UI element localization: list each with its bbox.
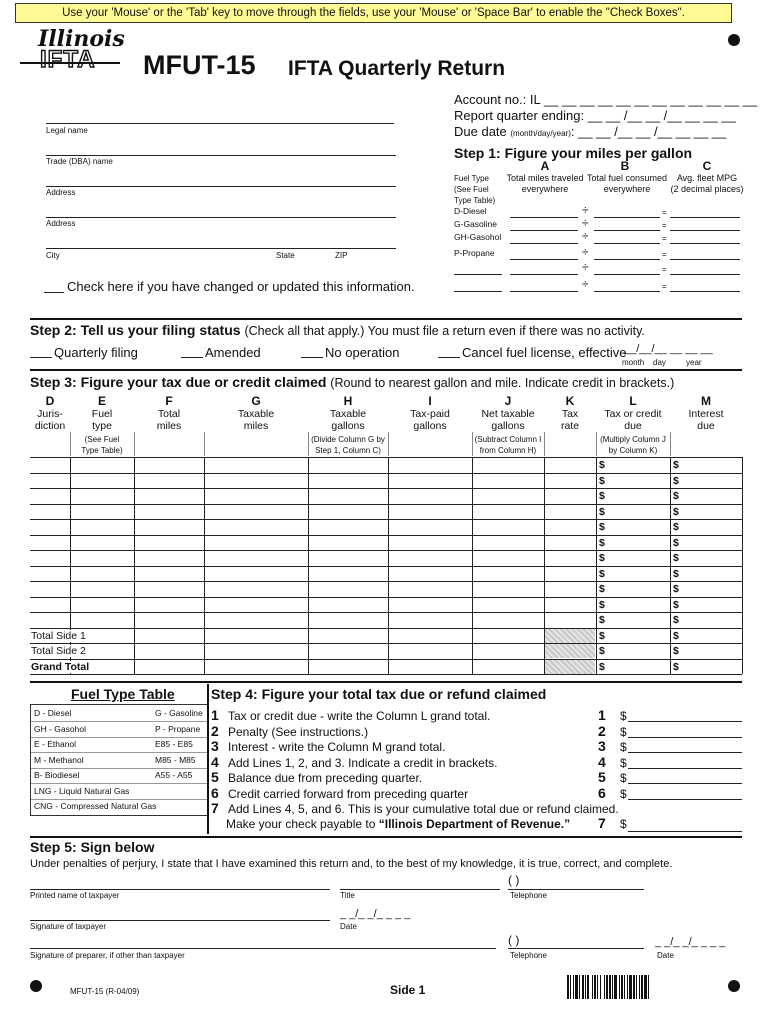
step1-col-b: B bbox=[620, 159, 630, 173]
title-label: Title bbox=[340, 891, 355, 900]
tax-due-dollar: $ bbox=[599, 614, 605, 626]
barcode-bar bbox=[639, 975, 640, 999]
divide-sign: ÷ bbox=[582, 216, 589, 230]
cancel-license-checkbox[interactable] bbox=[438, 357, 460, 358]
title-field[interactable] bbox=[340, 889, 500, 890]
legal-name-field[interactable] bbox=[46, 123, 394, 124]
interest-dollar: $ bbox=[673, 630, 679, 642]
tax-due-dollar: $ bbox=[599, 521, 605, 533]
trade-name-field[interactable] bbox=[46, 155, 396, 156]
barcode bbox=[567, 975, 695, 999]
fuel-type-code: M - Methanol bbox=[34, 754, 84, 765]
interest-dollar: $ bbox=[673, 506, 679, 518]
step1-fuel-label: D-Diesel bbox=[454, 206, 487, 216]
tax-due-dollar: $ bbox=[599, 552, 605, 564]
footer-form-code: MFUT-15 (R-04/09) bbox=[70, 987, 140, 996]
column-j-subhead: (Subtract Column I from Column H) bbox=[474, 435, 542, 455]
printed-name-label: Printed name of taxpayer bbox=[30, 891, 120, 900]
total-row-label: Total Side 1 bbox=[31, 630, 86, 642]
due-date-label: Due date (month/day/year): __ __ /__ __ /__ __ __ __ bbox=[454, 124, 727, 139]
table-row[interactable] bbox=[30, 473, 596, 488]
column-k-letter: K bbox=[565, 394, 575, 408]
fuel-type-code: G - Gasoline bbox=[155, 708, 203, 718]
fuel-type-code: GH - Gasohol bbox=[34, 723, 86, 734]
equals-sign: = bbox=[662, 265, 667, 274]
line-6-dollar: $ bbox=[620, 786, 627, 801]
step1-miles-field[interactable] bbox=[510, 217, 578, 218]
line-5-text: Balance due from preceding quarter. bbox=[228, 771, 423, 785]
barcode-bar bbox=[573, 975, 574, 999]
column-i-head: Tax-paid gallons bbox=[410, 408, 450, 432]
divider bbox=[30, 369, 742, 371]
line-4-ref: 4 bbox=[598, 753, 606, 770]
line-7-ref: 7 bbox=[598, 815, 606, 831]
barcode-bar bbox=[604, 975, 605, 999]
step1-title: Step 1: Figure your miles per gallon bbox=[454, 145, 693, 161]
total-row-label: Total Side 2 bbox=[31, 645, 86, 657]
step3-heading: Step 3: Figure your tax due or credit claimed (Round to nearest gallon and mile. Indicate credit in brackets.) bbox=[30, 374, 675, 390]
fuel-type-code: A55 - A55 bbox=[155, 770, 193, 780]
cancel-date-field[interactable]: __/__/__ __ __ __ bbox=[624, 343, 713, 355]
table-row[interactable] bbox=[30, 612, 596, 627]
line-1-dollar: $ bbox=[620, 709, 627, 723]
legal-name-label: Legal name bbox=[46, 126, 88, 135]
column-j-letter: J bbox=[504, 394, 512, 408]
account-number-field[interactable]: __ __ __ __ __ __ __ __ __ __ __ __ bbox=[543, 92, 758, 107]
step1-miles-field[interactable] bbox=[510, 230, 578, 231]
state-label: State bbox=[276, 251, 295, 260]
tax-due-dollar: $ bbox=[599, 645, 605, 657]
equals-sign: = bbox=[662, 250, 667, 259]
step1-miles-field[interactable] bbox=[510, 291, 578, 292]
interest-dollar: $ bbox=[673, 537, 679, 549]
amended-label: Amended bbox=[205, 345, 261, 360]
step1-mpg-field[interactable] bbox=[670, 217, 740, 218]
divider bbox=[30, 836, 742, 838]
line-6-ref: 6 bbox=[598, 784, 606, 801]
cancel-license-label: Cancel fuel license, effective bbox=[462, 345, 627, 360]
barcode-bar bbox=[606, 975, 608, 999]
step1-mpg-field[interactable] bbox=[670, 259, 740, 260]
registration-dot bbox=[728, 34, 740, 46]
table-row[interactable] bbox=[30, 457, 596, 472]
line-7-number: 7 bbox=[211, 800, 219, 816]
barcode-bar bbox=[592, 975, 593, 999]
preparer-label: Signature of preparer, if other than taxpayer bbox=[30, 951, 185, 960]
line-5-number: 5 bbox=[211, 769, 219, 785]
fuel-type-code: P - Propane bbox=[155, 723, 201, 734]
divide-sign: ÷ bbox=[582, 260, 589, 274]
table-row[interactable] bbox=[30, 581, 596, 596]
equals-sign: = bbox=[662, 282, 667, 291]
step1-col-a-head: Total miles traveled everywhere bbox=[506, 173, 584, 194]
barcode-bar bbox=[575, 975, 578, 999]
tax-due-dollar: $ bbox=[599, 537, 605, 549]
barcode-bar bbox=[597, 975, 598, 999]
step1-fuel-consumed-field[interactable] bbox=[594, 274, 660, 275]
divide-sign: ÷ bbox=[582, 203, 589, 217]
day-label: day bbox=[653, 358, 666, 367]
change-check-label: Check here if you have changed or updated this information. bbox=[67, 279, 415, 294]
column-f-letter: F bbox=[165, 394, 173, 408]
fuel-type-table bbox=[30, 704, 208, 816]
step1-fuel-field[interactable] bbox=[454, 291, 502, 292]
telephone-label: Telephone bbox=[510, 891, 547, 900]
barcode-bar bbox=[614, 975, 617, 999]
column-h-head: Taxable gallons bbox=[329, 408, 367, 432]
signature-label: Signature of taxpayer bbox=[30, 922, 107, 931]
year-label: year bbox=[686, 358, 702, 367]
step1-miles-field[interactable] bbox=[510, 259, 578, 260]
line-4-number: 4 bbox=[211, 753, 219, 770]
line-6-number: 6 bbox=[211, 784, 219, 801]
preparer-signature-field[interactable] bbox=[30, 948, 496, 949]
equals-sign: = bbox=[662, 221, 667, 230]
barcode-bar bbox=[567, 975, 569, 999]
step1-fuel-consumed-field[interactable] bbox=[594, 230, 660, 231]
tax-due-dollar: $ bbox=[599, 599, 605, 611]
line-7-dollar: $ bbox=[620, 817, 627, 831]
barcode-bar bbox=[627, 975, 628, 999]
column-l-head: Tax or credit due bbox=[604, 408, 662, 432]
barcode-bar bbox=[594, 975, 596, 999]
account-label: Account no.: IL __ __ __ __ __ __ __ __ __ __ __ __ bbox=[454, 92, 758, 107]
fuel-type-code: B- Biodiesel bbox=[34, 770, 80, 780]
date-label: Date bbox=[340, 922, 357, 931]
trade-name-label: Trade (DBA) name bbox=[46, 157, 113, 166]
divide-sign: ÷ bbox=[582, 245, 589, 259]
line-1-text: Tax or credit due - write the Column L grand total. bbox=[228, 709, 491, 723]
preparer-telephone-label: Telephone bbox=[510, 951, 547, 960]
address1-label: Address bbox=[46, 188, 76, 197]
barcode-bar bbox=[629, 975, 632, 999]
divide-sign: ÷ bbox=[582, 229, 589, 243]
line-3-dollar: $ bbox=[620, 740, 627, 754]
interest-dollar: $ bbox=[673, 568, 679, 580]
tax-due-dollar: $ bbox=[599, 661, 605, 673]
line-2-dollar: $ bbox=[620, 724, 627, 739]
illinois-ifta-logo: Illinois IFTA bbox=[20, 26, 130, 74]
line-6-text: Credit carried forward from preceding quarter bbox=[228, 786, 469, 801]
tax-due-dollar: $ bbox=[599, 475, 605, 487]
change-checkbox[interactable] bbox=[44, 292, 64, 293]
column-j-head: Net taxable gallons bbox=[481, 408, 535, 432]
footer-side: Side 1 bbox=[390, 983, 426, 997]
column-f-head: Total miles bbox=[156, 408, 182, 432]
form-title: IFTA Quarterly Return bbox=[288, 57, 506, 80]
city-state-zip-field[interactable] bbox=[46, 248, 396, 249]
preparer-date-field[interactable]: _ _/_ _/_ _ _ _ bbox=[655, 936, 726, 948]
tax-due-dollar: $ bbox=[599, 583, 605, 595]
line-5-field[interactable] bbox=[628, 783, 742, 784]
step1-mpg-field[interactable] bbox=[670, 230, 740, 231]
step1-fuel-field[interactable] bbox=[454, 274, 502, 275]
step1-mpg-field[interactable] bbox=[670, 274, 740, 275]
table-row[interactable] bbox=[30, 504, 596, 519]
barcode-bar bbox=[612, 975, 613, 999]
interest-dollar: $ bbox=[673, 645, 679, 657]
month-label: month bbox=[622, 358, 645, 367]
fuel-type-code: LNG - Liquid Natural Gas bbox=[34, 785, 130, 796]
divider bbox=[207, 684, 209, 834]
interest-dollar: $ bbox=[673, 490, 679, 502]
interest-dollar: $ bbox=[673, 614, 679, 626]
step1-fuel-consumed-field[interactable] bbox=[594, 259, 660, 260]
step1-fuel-consumed-field[interactable] bbox=[594, 243, 660, 244]
tax-due-dollar: $ bbox=[599, 506, 605, 518]
step1-fuel-consumed-field[interactable] bbox=[594, 217, 660, 218]
barcode-bar bbox=[582, 975, 584, 999]
line-5-ref: 5 bbox=[598, 769, 606, 785]
column-m-letter: M bbox=[701, 394, 711, 408]
line-2-field[interactable] bbox=[628, 737, 742, 738]
step1-fuel-consumed-field[interactable] bbox=[594, 291, 660, 292]
equals-sign: = bbox=[662, 234, 667, 243]
step1-fuel-type-head: Fuel Type (See Fuel Type Table) bbox=[454, 174, 496, 205]
barcode-bar bbox=[585, 975, 586, 999]
tax-due-dollar: $ bbox=[599, 568, 605, 580]
barcode-bar bbox=[579, 975, 580, 999]
tax-due-dollar: $ bbox=[599, 490, 605, 502]
phone-field[interactable]: ( ) bbox=[508, 873, 520, 887]
interest-dollar: $ bbox=[673, 583, 679, 595]
line-7-text: Add Lines 4, 5, and 6. This is your cumulative total due or refund claimed. bbox=[228, 802, 619, 816]
line-6-field[interactable] bbox=[628, 799, 742, 800]
signature-field[interactable] bbox=[30, 920, 330, 921]
step5-title: Step 5: Sign below bbox=[30, 839, 155, 855]
tax-due-dollar: $ bbox=[599, 459, 605, 471]
printed-name-field[interactable] bbox=[30, 889, 330, 890]
barcode-bar bbox=[570, 975, 571, 999]
barcode-bar bbox=[587, 975, 589, 999]
barcode-bar bbox=[621, 975, 623, 999]
step1-fuel-label: G-Gasoline bbox=[454, 219, 497, 229]
address2-field[interactable] bbox=[46, 217, 396, 218]
table-row[interactable] bbox=[30, 550, 596, 565]
quarterly-checkbox[interactable] bbox=[30, 357, 52, 358]
column-e-letter: E bbox=[97, 394, 106, 408]
amended-checkbox[interactable] bbox=[181, 357, 203, 358]
table-row[interactable] bbox=[30, 488, 596, 503]
table-row[interactable] bbox=[30, 535, 596, 550]
column-h-subhead: (Divide Column G by Step 1, Column C) bbox=[311, 435, 385, 455]
equals-sign: = bbox=[662, 208, 667, 217]
interest-dollar: $ bbox=[673, 661, 679, 673]
column-e-head: Fuel type bbox=[91, 408, 113, 432]
step1-col-a: A bbox=[540, 159, 550, 173]
table-row[interactable] bbox=[30, 597, 596, 612]
line-2-ref: 2 bbox=[598, 722, 606, 739]
barcode-bar bbox=[636, 975, 637, 999]
zip-label: ZIP bbox=[335, 251, 348, 260]
line-3-text: Interest - write the Column M grand total. bbox=[228, 740, 446, 754]
line-4-dollar: $ bbox=[620, 755, 627, 770]
column-m-head: Interest due bbox=[688, 408, 724, 432]
line-1-ref: 1 bbox=[598, 707, 606, 723]
step1-fuel-label: GH-Gasohol bbox=[454, 232, 502, 242]
form-code: MFUT-15 bbox=[143, 50, 256, 80]
interest-dollar: $ bbox=[673, 552, 679, 564]
step1-col-c-head: Avg. fleet MPG (2 decimal places) bbox=[670, 173, 744, 194]
step2-heading: Step 2: Tell us your filing status (Check all that apply.) You must file a return even if there was no activity. bbox=[30, 322, 645, 338]
interest-dollar: $ bbox=[673, 475, 679, 487]
table-row[interactable] bbox=[30, 519, 596, 534]
line-3-field[interactable] bbox=[628, 752, 742, 753]
line-7-field[interactable] bbox=[628, 831, 742, 832]
line-4-field[interactable] bbox=[628, 768, 742, 769]
step1-col-b-head: Total fuel consumed everywhere bbox=[586, 173, 668, 194]
registration-dot bbox=[30, 980, 42, 992]
interest-dollar: $ bbox=[673, 459, 679, 471]
column-k-head: Tax rate bbox=[560, 408, 580, 432]
divider bbox=[30, 681, 742, 683]
line-5-dollar: $ bbox=[620, 771, 627, 785]
column-l-subhead: (Multiply Column J by Column K) bbox=[600, 435, 666, 455]
line-1-field[interactable] bbox=[628, 721, 742, 722]
fuel-type-code: D - Diesel bbox=[34, 708, 72, 718]
fuel-type-code: M85 - M85 bbox=[155, 754, 196, 765]
fuel-table-title: Fuel Type Table bbox=[71, 686, 175, 702]
instruction-banner: Use your 'Mouse' or the 'Tab' key to move through the fields, use your 'Mouse' or 'Space Bar' to enable the "Check Boxes". bbox=[15, 3, 732, 23]
report-quarter-label: Report quarter ending: __ __ /__ __ /__ __ __ __ bbox=[454, 108, 736, 123]
step4-title: Step 4: Figure your total tax due or refund claimed bbox=[211, 686, 547, 702]
total-row-label: Grand Total bbox=[31, 661, 90, 673]
step1-col-c: C bbox=[702, 159, 712, 173]
barcode-bar bbox=[633, 975, 635, 999]
registration-dot bbox=[728, 980, 740, 992]
column-l-letter: L bbox=[629, 394, 637, 408]
step1-miles-field[interactable] bbox=[510, 274, 578, 275]
line-2-text: Penalty (See instructions.) bbox=[228, 724, 369, 739]
quarterly-label: Quarterly filing bbox=[54, 345, 138, 360]
step1-mpg-field[interactable] bbox=[670, 243, 740, 244]
step1-fuel-label: P-Propane bbox=[454, 248, 495, 258]
fuel-type-code: CNG - Compressed Natural Gas bbox=[34, 801, 157, 811]
payable-note: Make your check payable to “Illinois Department of Revenue.” bbox=[226, 817, 571, 831]
city-label: City bbox=[46, 251, 60, 260]
preparer-phone-field[interactable]: ( ) bbox=[508, 933, 520, 947]
divider bbox=[30, 318, 742, 320]
report-quarter-field[interactable]: __ __ /__ __ /__ __ __ __ bbox=[587, 108, 736, 123]
fuel-type-code: E85 - E85 bbox=[155, 739, 193, 749]
line-2-number: 2 bbox=[211, 722, 219, 739]
address1-field[interactable] bbox=[46, 186, 396, 187]
perjury-statement: Under penalties of perjury, I state that I have examined this return and, to the best of my knowledge, it is true, correct, and complete. bbox=[30, 858, 673, 870]
column-e-subhead: (See Fuel Type Table) bbox=[81, 435, 123, 455]
line-1-number: 1 bbox=[211, 707, 219, 723]
column-d-head: Juris- diction bbox=[34, 408, 66, 432]
divide-sign: ÷ bbox=[582, 277, 589, 291]
barcode-bar bbox=[648, 975, 649, 999]
line-4-text: Add Lines 1, 2, and 3. Indicate a credit in brackets. bbox=[228, 755, 498, 770]
column-g-letter: G bbox=[251, 394, 261, 408]
due-date-field[interactable]: : __ __ /__ __ /__ __ __ __ bbox=[570, 124, 727, 139]
no-operation-label: No operation bbox=[325, 345, 400, 360]
barcode-bar bbox=[641, 975, 643, 999]
step1-miles-field[interactable] bbox=[510, 243, 578, 244]
interest-dollar: $ bbox=[673, 521, 679, 533]
column-d-letter: D bbox=[45, 394, 55, 408]
fuel-type-code: E - Ethanol bbox=[34, 739, 77, 749]
table-row[interactable] bbox=[30, 566, 596, 581]
line-3-number: 3 bbox=[211, 738, 219, 754]
barcode-bar bbox=[624, 975, 625, 999]
barcode-bar bbox=[600, 975, 601, 999]
barcode-bar bbox=[644, 975, 647, 999]
sign-date-field[interactable]: _ _/_ _/_ _ _ _ bbox=[340, 908, 411, 920]
barcode-bar bbox=[619, 975, 620, 999]
interest-dollar: $ bbox=[673, 599, 679, 611]
address2-label: Address bbox=[46, 219, 76, 228]
line-3-ref: 3 bbox=[598, 738, 606, 754]
tax-due-dollar: $ bbox=[599, 630, 605, 642]
no-operation-checkbox[interactable] bbox=[301, 357, 323, 358]
step1-mpg-field[interactable] bbox=[670, 291, 740, 292]
column-g-head: Taxable miles bbox=[237, 408, 275, 432]
preparer-date-label: Date bbox=[657, 951, 674, 960]
barcode-bar bbox=[609, 975, 611, 999]
column-h-letter: H bbox=[343, 394, 353, 408]
column-i-letter: I bbox=[428, 394, 432, 408]
